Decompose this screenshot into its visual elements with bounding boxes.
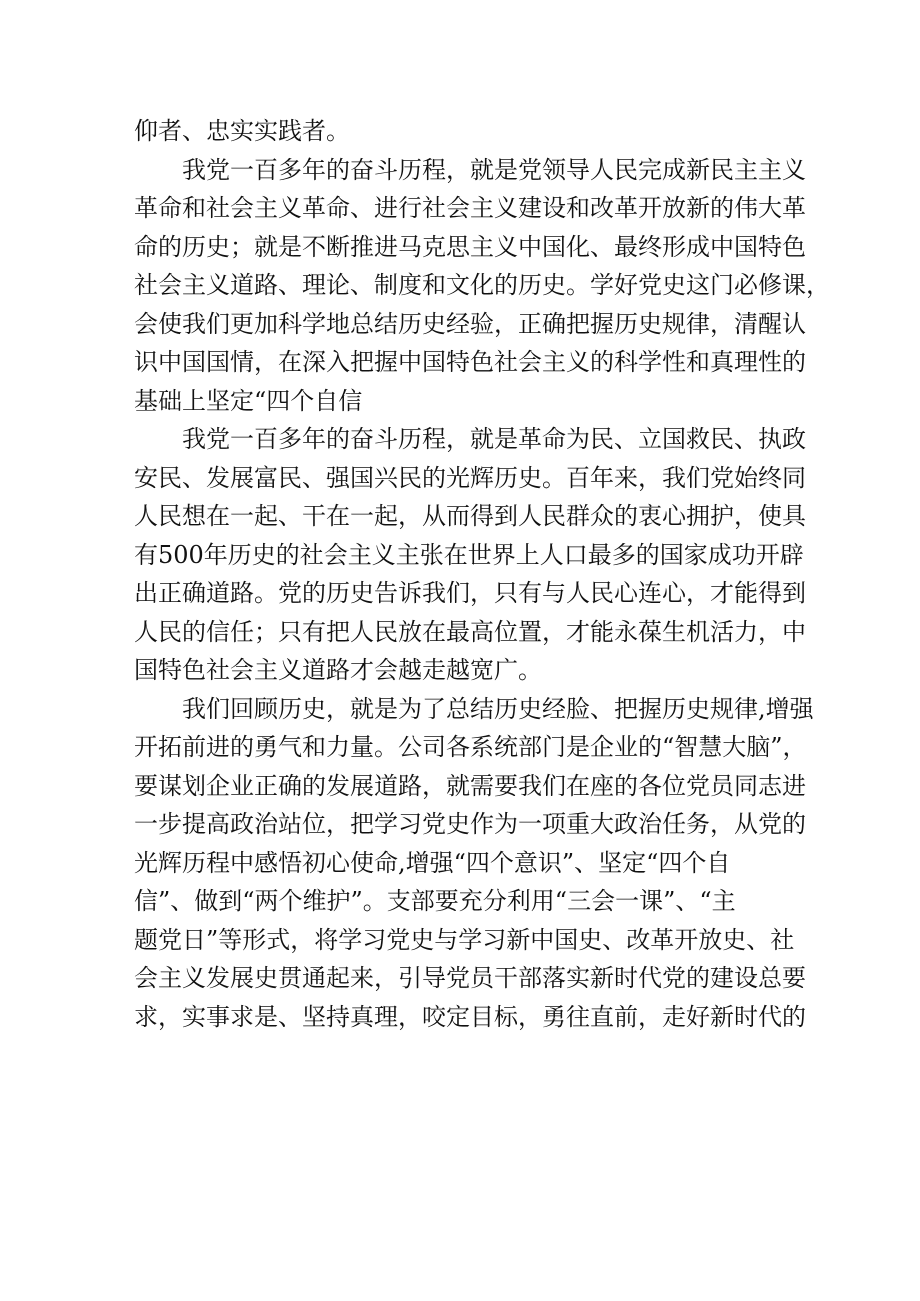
text-line: 开拓前进的勇气和力量。公司各系统部门是企业的“智慧大脑”，	[134, 733, 807, 761]
text-line: 我党一百多年的奋斗历程，就是革命为民、立国救民、执政	[182, 425, 806, 453]
text-line: 信”、做到“两个维护”。支部要充分利用“三会一课”、“主	[134, 887, 736, 915]
text-line: 革命和社会主义革命、进行社会主义建设和改革开放新的伟大革	[134, 194, 806, 222]
text-line: 识中国国情，在深入把握中国特色社会主义的科学性和真理性的	[134, 348, 806, 376]
document-body	[134, 112, 830, 1036]
text-line: 安民、发展富民、强国兴民的光辉历史。百年来，我们党始终同	[134, 463, 806, 492]
text-line: 出正确道路。党的历史告诉我们，只有与人民心连心，才能得到	[134, 579, 806, 607]
text-line: 社会主义道路、理论、制度和文化的历史。学好党史这门必修课，	[134, 271, 830, 299]
text-line: 求，实事求是、坚持真理，咬定目标，勇往直前，走好新时代的	[134, 1002, 806, 1031]
text-line: 会主义发展史贯通起来，引导党员干部落实新时代党的建设总要	[134, 964, 806, 992]
text-line: 我们回顾历史，就是为了总结历史经脸、把握历史规律,增强	[182, 694, 814, 723]
text-line: 命的历史；就是不断推进马克思主义中国化、最终形成中国特色	[134, 232, 806, 261]
text-line: 题党日”等形式，将学习党史与学习新中国史、改革开放史、社	[134, 925, 795, 954]
text-line: 仰者、忠实实践者。	[134, 117, 350, 145]
text-line: 有500年历史的社会主义主张在世界上人口最多的国家成功开辟	[134, 540, 804, 569]
text-line: 基础上坚定“四个自信	[134, 386, 363, 415]
text-line: 会使我们更加科学地总结历史经验，正确把握历史规律，清醒认	[134, 309, 806, 338]
text-line: 要谋划企业正确的发展道路，就需要我们在座的各位党员同志进	[134, 771, 806, 800]
text-line: 光辉历程中感悟初心使命,增强“四个意识”、坚定“四个自	[134, 848, 731, 877]
text-line: 人民想在一起、干在一起，从而得到人民群众的衷心拥护，使具	[134, 502, 806, 530]
text-line: 人民的信任；只有把人民放在最高位置，才能永葆生机活力，中	[134, 617, 806, 646]
text-line: 我党一百多年的奋斗历程，就是党领导人民完成新民主主义	[182, 155, 806, 184]
text-line: 国特色社会主义道路才会越走越宽广。	[134, 656, 542, 684]
text-line: 一步提高政治站位，把学习党史作为一项重大政治任务，从党的	[134, 810, 806, 838]
